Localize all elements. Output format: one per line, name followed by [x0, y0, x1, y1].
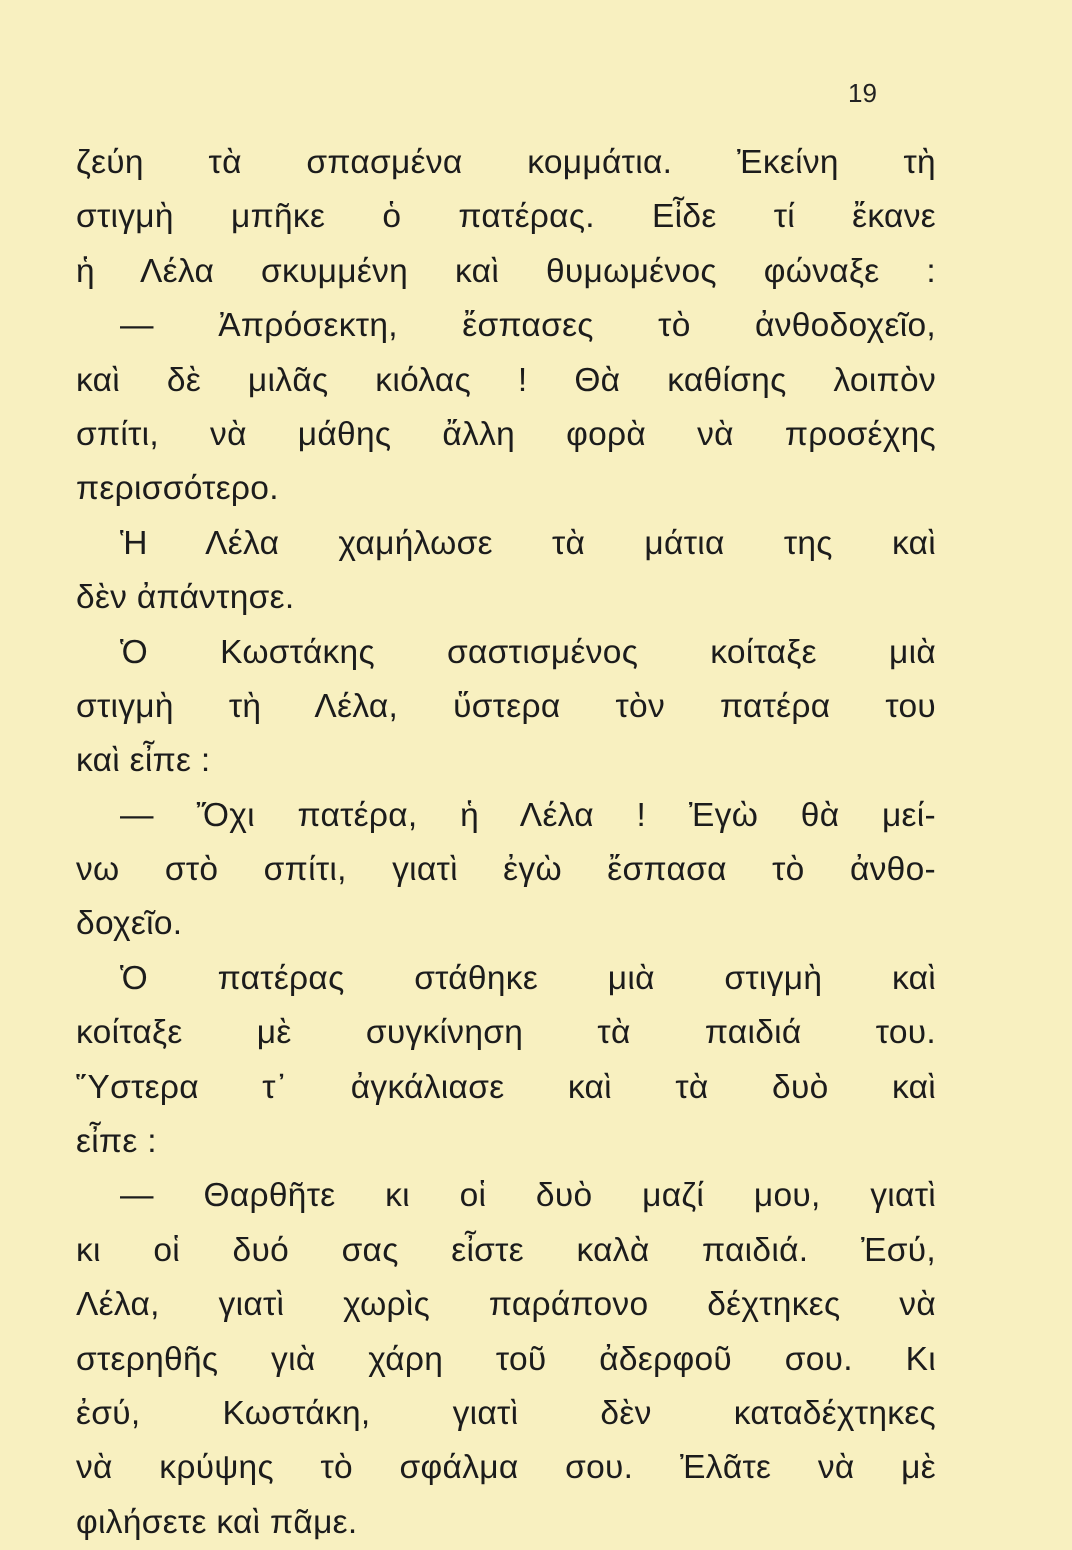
text-line: ἡ Λέλα σκυμμένη καὶ θυμωμένος φώναξε :: [76, 252, 936, 290]
text-line: ζεύη τὰ σπασμένα κομμάτια. Ἐκείνη τὴ: [76, 144, 936, 181]
text-line: — Ὄχι πατέρα, ἡ Λέλα ! Ἐγὼ θὰ μεί-: [120, 796, 936, 834]
text-line: — Ἀπρόσεκτη, ἔσπασες τὸ ἀνθοδοχεῖο,: [120, 307, 936, 345]
text-line: εἶπε :: [76, 1123, 157, 1161]
text-line: Λέλα, γιατὶ χωρὶς παράπονο δέχτηκες νὰ: [76, 1286, 936, 1324]
text-line: δὲν ἀπάντησε.: [76, 579, 295, 617]
body-text: [76, 136, 936, 1550]
text-line: στιγμὴ τὴ Λέλα, ὕστερα τὸν πατέρα του: [76, 687, 936, 725]
text-line: στιγμὴ μπῆκε ὁ πατέρας. Εἶδε τί ἔκανε: [76, 198, 936, 236]
text-line: σπίτι, νὰ μάθης ἄλλη φορὰ νὰ προσέχης: [76, 415, 936, 453]
text-line: περισσότερο.: [76, 470, 279, 508]
text-line: φιλήσετε καὶ πᾶμε.: [76, 1503, 358, 1541]
text-line: — Θαρθῆτε κι οἱ δυὸ μαζί μου, γιατὶ: [120, 1177, 936, 1215]
text-line: Ὁ Κωστάκης σαστισμένος κοίταξε μιὰ: [120, 633, 936, 671]
text-line: νὰ κρύψης τὸ σφάλμα σου. Ἐλᾶτε νὰ μὲ: [76, 1449, 936, 1487]
text-line: Ὁ πατέρας στάθηκε μιὰ στιγμὴ καὶ: [120, 959, 936, 997]
text-line: κοίταξε μὲ συγκίνηση τὰ παιδιά του.: [76, 1014, 936, 1052]
text-line: Ὕστερα τ᾽ ἀγκάλιασε καὶ τὰ δυὸ καὶ: [76, 1068, 936, 1106]
text-line: νω στὸ σπίτι, γιατὶ ἐγὼ ἔσπασα τὸ ἀνθο-: [76, 851, 936, 889]
text-line: στερηθῆς γιὰ χάρη τοῦ ἀδερφοῦ σου. Κι: [76, 1340, 936, 1378]
page-number: 19: [848, 78, 877, 108]
text-line: κι οἱ δυό σας εἶστε καλὰ παιδιά. Ἐσύ,: [76, 1231, 936, 1269]
text-line: καὶ εἶπε :: [76, 742, 211, 780]
text-line: καὶ δὲ μιλᾶς κιόλας ! Θὰ καθίσης λοιπὸν: [76, 361, 936, 399]
text-line: Ἡ Λέλα χαμήλωσε τὰ μάτια της καὶ: [120, 524, 936, 562]
text-line: δοχεῖο.: [76, 905, 183, 943]
text-line: ἐσύ, Κωστάκη, γιατὶ δὲν καταδέχτηκες: [76, 1394, 936, 1432]
